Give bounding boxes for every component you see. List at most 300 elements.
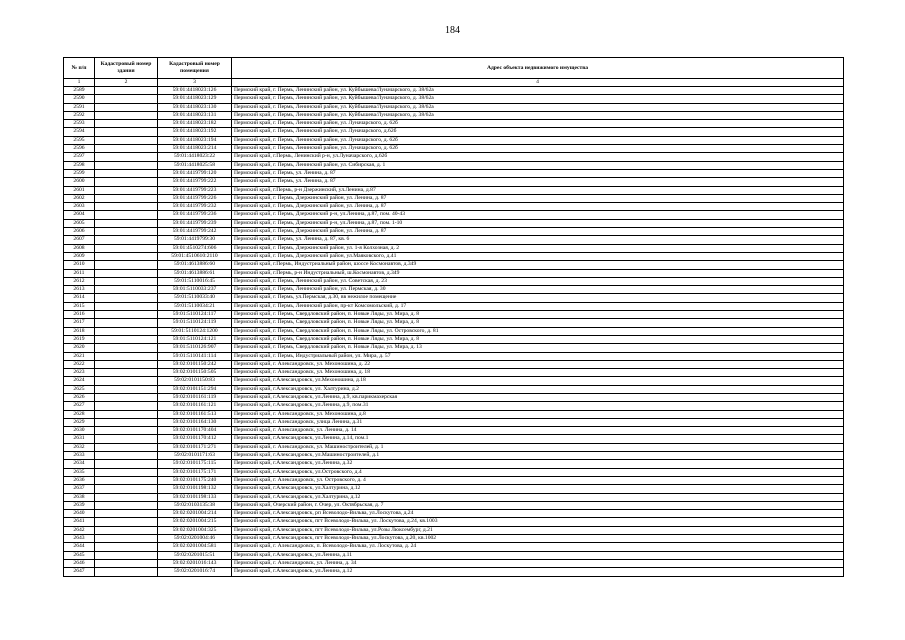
- object-address: Пермский край, г. Пермь, Ленинский район, ул. Куйбышева/Луначарского, д. 38/62а: [232, 87, 844, 95]
- room-cadastral-number: 59:02:0101171:271: [158, 443, 232, 451]
- row-number: 2645: [64, 551, 95, 559]
- row-number: 2604: [64, 211, 95, 219]
- table-row: [64, 252, 844, 260]
- header-address: Адрес объекта недвижимого имущества: [232, 58, 844, 79]
- building-cadastral-number: [95, 286, 158, 294]
- object-address: Пермский край, г. Пермь, Ленинский район, ул. Сибирская, д. 1: [232, 161, 844, 169]
- row-number: 2640: [64, 510, 95, 518]
- building-cadastral-number: [95, 211, 158, 219]
- object-address: Пермский край, г. Александровск, ул. Ленина, д. 14: [232, 427, 844, 435]
- table-row: [64, 568, 844, 576]
- table-row: [64, 128, 844, 136]
- building-cadastral-number: [95, 169, 158, 177]
- row-number: 2607: [64, 236, 95, 244]
- row-number: 2613: [64, 286, 95, 294]
- header-row: [64, 58, 844, 79]
- building-cadastral-number: [95, 269, 158, 277]
- room-cadastral-number: 59:01:4418023:130: [158, 103, 232, 111]
- room-cadastral-number: 59:02:0201004:215: [158, 518, 232, 526]
- building-cadastral-number: [95, 352, 158, 360]
- object-address: Пермский край, г.Пермь, Индустриальный район, шоссе Космонавтов, д.349: [232, 261, 844, 269]
- row-number: 2610: [64, 261, 95, 269]
- building-cadastral-number: [95, 327, 158, 335]
- object-address: Пермский край, г. Александровск, ул. Мехоношина, д. 18: [232, 369, 844, 377]
- object-address: Пермский край, г.Александровск, ул.Ленина, д.14, пом.1: [232, 435, 844, 443]
- row-number: 2594: [64, 128, 95, 136]
- object-address: Пермский край, г.Александровск, ул. Халтурина, д.2: [232, 385, 844, 393]
- room-cadastral-number: 59:01:4419799:226: [158, 194, 232, 202]
- row-number: 2616: [64, 311, 95, 319]
- building-cadastral-number: [95, 335, 158, 343]
- table-row: [64, 418, 844, 426]
- object-address: Пермский край, г.Александровск, пгт Всеволодо-Вильва, ул.Лоскутова, д.20, кв.1002: [232, 535, 844, 543]
- room-cadastral-number: 59:01:5110124:1200: [158, 327, 232, 335]
- row-number: 2635: [64, 468, 95, 476]
- building-cadastral-number: [95, 261, 158, 269]
- table-row: [64, 427, 844, 435]
- building-cadastral-number: [95, 95, 158, 103]
- object-address: Пермский край, г.Александровск, ул.Машиностроителей, д.1: [232, 452, 844, 460]
- object-address: Пермский край, г. Пермь, ул. Ленина, д. 87: [232, 178, 844, 186]
- room-cadastral-number: 59:02:0101150:83: [158, 377, 232, 385]
- table-row: [64, 169, 844, 177]
- object-address: Пермский край, г. Пермь, Дзержинский р-н, ул.Ленина, д.87, пом. 1-10: [232, 219, 844, 227]
- object-address: Пермский край, г. Пермь, Свердловский район, п. Новые Ляды, ул. Мира, д. 8: [232, 311, 844, 319]
- table-row: [64, 219, 844, 227]
- room-cadastral-number: 59:01:4418023:131: [158, 111, 232, 119]
- object-address: Пермский край, г.Александровск, ул.Ленина, д.12: [232, 568, 844, 576]
- room-cadastral-number: 59:01:4510610:2110: [158, 252, 232, 260]
- table-row: [64, 344, 844, 352]
- building-cadastral-number: [95, 518, 158, 526]
- page-number: 184: [445, 25, 460, 36]
- building-cadastral-number: [95, 111, 158, 119]
- object-address: Пермский край, г. Пермь, Дзержинский район, ул. 1-я Колхозная, д. 2: [232, 244, 844, 252]
- row-number: 2598: [64, 161, 95, 169]
- room-cadastral-number: 59:02:0101170:404: [158, 427, 232, 435]
- object-address: Пермский край, г. Пермь, Дзержинский район, ул.Маяковского, д.41: [232, 252, 844, 260]
- building-cadastral-number: [95, 551, 158, 559]
- building-cadastral-number: [95, 369, 158, 377]
- building-cadastral-number: [95, 385, 158, 393]
- table-row: [64, 452, 844, 460]
- table-row: [64, 559, 844, 567]
- building-cadastral-number: [95, 468, 158, 476]
- building-cadastral-number: [95, 161, 158, 169]
- building-cadastral-number: [95, 145, 158, 153]
- table-row: [64, 485, 844, 493]
- object-address: Пермский край, г. Пермь, Ленинский район, ул. Луначарского, д.62б: [232, 128, 844, 136]
- table-row: [64, 443, 844, 451]
- object-address: Пермский край, г. Александровск, ул. Ленина, д. 34: [232, 559, 844, 567]
- room-cadastral-number: 59:02:0201004:581: [158, 543, 232, 551]
- building-cadastral-number: [95, 344, 158, 352]
- room-cadastral-number: 59:02:0101161:119: [158, 393, 232, 401]
- table-row: [64, 460, 844, 468]
- room-cadastral-number: 59:01:4418023:194: [158, 136, 232, 144]
- object-address: Пермский край, г. Пермь, Свердловский район, п. Новые Ляды, ул. Мира, д. 8: [232, 319, 844, 327]
- object-address: Пермский край, г.Александровск, ул.Мехоношина, д.18: [232, 377, 844, 385]
- room-cadastral-number: 59:01:5110033:237: [158, 286, 232, 294]
- object-address: Пермский край, г. Александровск, ул. Мехоношина, д.8: [232, 410, 844, 418]
- building-cadastral-number: [95, 443, 158, 451]
- building-cadastral-number: [95, 485, 158, 493]
- row-number: 2627: [64, 402, 95, 410]
- table-body: [64, 87, 844, 577]
- row-number: 2629: [64, 418, 95, 426]
- row-number: 2614: [64, 294, 95, 302]
- row-number: 2597: [64, 153, 95, 161]
- object-address: Пермский край, г. Пермь, Ленинский район, ул. Пермская, д. 30: [232, 286, 844, 294]
- room-cadastral-number: 59:01:5110016:45: [158, 277, 232, 285]
- room-cadastral-number: 59:01:5110126:907: [158, 344, 232, 352]
- room-cadastral-number: 59:02:0101150:505: [158, 369, 232, 377]
- row-number: 2623: [64, 369, 95, 377]
- object-address: Пермский край, г.Александровск, ул.Ленина, д.11: [232, 551, 844, 559]
- room-cadastral-number: 59:02:0201004:325: [158, 526, 232, 534]
- row-number: 2592: [64, 111, 95, 119]
- row-number: 2628: [64, 410, 95, 418]
- table-row: [64, 352, 844, 360]
- room-cadastral-number: 59:02:0101175:240: [158, 476, 232, 484]
- row-number: 2634: [64, 460, 95, 468]
- row-number: 2615: [64, 302, 95, 310]
- room-cadastral-number: 59:02:0101161:513: [158, 410, 232, 418]
- building-cadastral-number: [95, 452, 158, 460]
- building-cadastral-number: [95, 252, 158, 260]
- object-address: Пермский край, г.Александровск, ул.Ленина, д.32: [232, 460, 844, 468]
- building-cadastral-number: [95, 87, 158, 95]
- row-number: 2609: [64, 252, 95, 260]
- room-cadastral-number: 59:02:0101198:132: [158, 485, 232, 493]
- table-row: [64, 468, 844, 476]
- building-cadastral-number: [95, 493, 158, 501]
- row-number: 2589: [64, 87, 95, 95]
- building-cadastral-number: [95, 219, 158, 227]
- table-row: [64, 286, 844, 294]
- table-row: [64, 319, 844, 327]
- object-address: Пермский край, г. Пермь, Ленинский район, ул. Куйбышева/Луначарского, д. 38/62а: [232, 95, 844, 103]
- room-cadastral-number: 59:01:4418023:126: [158, 87, 232, 95]
- row-number: 2591: [64, 103, 95, 111]
- building-cadastral-number: [95, 402, 158, 410]
- room-cadastral-number: 59:02:0201016:74: [158, 568, 232, 576]
- object-address: Пермский край, г. Пермь, Индустриальный район, ул. Мира, д. 57: [232, 352, 844, 360]
- object-address: Пермский край, г.Александровск, ул.Ленина, д.9, кв.парикмахерская: [232, 393, 844, 401]
- table-row: [64, 543, 844, 551]
- row-number: 2637: [64, 485, 95, 493]
- object-address: Пермский край, г.Александровск, ул.Островского, д.4: [232, 468, 844, 476]
- row-number: 2619: [64, 335, 95, 343]
- row-number: 2632: [64, 443, 95, 451]
- table-row: [64, 194, 844, 202]
- row-number: 2605: [64, 219, 95, 227]
- row-number: 2625: [64, 385, 95, 393]
- table-row: [64, 302, 844, 310]
- header-number: № п/п: [64, 58, 95, 79]
- row-number: 2603: [64, 203, 95, 211]
- room-cadastral-number: 59:02:0101171:63: [158, 452, 232, 460]
- building-cadastral-number: [95, 510, 158, 518]
- row-number: 2596: [64, 145, 95, 153]
- building-cadastral-number: [95, 186, 158, 194]
- table-row: [64, 526, 844, 534]
- room-cadastral-number: 59:02:0101198:133: [158, 493, 232, 501]
- table-row: [64, 335, 844, 343]
- room-cadastral-number: 59:01:4419799:120: [158, 169, 232, 177]
- object-address: Пермский край, г. Пермь, Дзержинский район, ул. Ленина, д. 87: [232, 203, 844, 211]
- row-number: 2646: [64, 559, 95, 567]
- room-cadastral-number: 59:02:0101175:171: [158, 468, 232, 476]
- table-row: [64, 377, 844, 385]
- room-cadastral-number: 59:01:4613886:60: [158, 261, 232, 269]
- table-row: [64, 153, 844, 161]
- room-cadastral-number: 59:01:4419799:30: [158, 236, 232, 244]
- table-row: [64, 111, 844, 119]
- building-cadastral-number: [95, 103, 158, 111]
- room-cadastral-number: 59:01:4418023:22: [158, 153, 232, 161]
- table-row: [64, 211, 844, 219]
- building-cadastral-number: [95, 543, 158, 551]
- room-cadastral-number: 59:01:5110033:40: [158, 294, 232, 302]
- building-cadastral-number: [95, 460, 158, 468]
- object-address: Пермский край, г. Александровск, п. Всеволодо-Вильва, ул. Лоскутова, д. 24: [232, 543, 844, 551]
- row-number: 2641: [64, 518, 95, 526]
- object-address: Пермский край, г.Александровск, рп Всеволодо-Вильва, ул.Лоскутова, д.24: [232, 510, 844, 518]
- table-row: [64, 103, 844, 111]
- room-cadastral-number: 59:01:4418023:129: [158, 95, 232, 103]
- building-cadastral-number: [95, 136, 158, 144]
- table-row: [64, 95, 844, 103]
- row-number: 2590: [64, 95, 95, 103]
- table-row: [64, 360, 844, 368]
- building-cadastral-number: [95, 319, 158, 327]
- row-number: 2618: [64, 327, 95, 335]
- row-number: 2599: [64, 169, 95, 177]
- room-cadastral-number: 59:01:4419799:236: [158, 211, 232, 219]
- building-cadastral-number: [95, 410, 158, 418]
- room-cadastral-number: 59:01:4613886:61: [158, 269, 232, 277]
- object-address: Пермский край, г. Пермь, Ленинский район, пр-кт Комсомольский, д. 17: [232, 302, 844, 310]
- table-row: [64, 369, 844, 377]
- table-row: [64, 535, 844, 543]
- property-register-table: [63, 57, 844, 577]
- table-row: [64, 203, 844, 211]
- building-cadastral-number: [95, 228, 158, 236]
- object-address: Пермский край, г.Александровск, ул.Ленина, д.9, пом.31: [232, 402, 844, 410]
- building-cadastral-number: [95, 377, 158, 385]
- object-address: Пермский край, г.Александровск, ул.Халтурина, д.12: [232, 485, 844, 493]
- row-number: 2647: [64, 568, 95, 576]
- column-number: 3: [158, 79, 232, 87]
- object-address: Пермский край, г.Пермь, р-н Дзержинский, ул.Ленина, д.87: [232, 186, 844, 194]
- header-building-cadastral: Кадастровый номер здания: [95, 58, 158, 79]
- building-cadastral-number: [95, 427, 158, 435]
- table-row: [64, 244, 844, 252]
- object-address: Пермский край, г. Александровск, ул. Машиностроителей, д. 1: [232, 443, 844, 451]
- row-number: 2643: [64, 535, 95, 543]
- table-row: [64, 136, 844, 144]
- table-row: [64, 510, 844, 518]
- room-cadastral-number: 59:01:4419799:232: [158, 203, 232, 211]
- building-cadastral-number: [95, 203, 158, 211]
- object-address: Пермский край, г.Александровск, пгт Всеволодо-Вильва, ул. Лоскутова, д.24, кв.1003: [232, 518, 844, 526]
- object-address: Пермский край, г.Александровск, ул.Халтурина, д.12: [232, 493, 844, 501]
- building-cadastral-number: [95, 244, 158, 252]
- room-cadastral-number: 59:02:0101150:242: [158, 360, 232, 368]
- room-cadastral-number: 59:01:5110034:21: [158, 302, 232, 310]
- column-number: 2: [95, 79, 158, 87]
- table-row: [64, 277, 844, 285]
- building-cadastral-number: [95, 178, 158, 186]
- table-row: [64, 145, 844, 153]
- room-cadastral-number: 59:02:0103135:38: [158, 501, 232, 509]
- table-row: [64, 501, 844, 509]
- building-cadastral-number: [95, 311, 158, 319]
- object-address: Пермский край, г. Пермь, Ленинский район, ул. Луначарского, д. 62б: [232, 120, 844, 128]
- table-row: [64, 161, 844, 169]
- room-cadastral-number: 59:01:4418023:182: [158, 120, 232, 128]
- building-cadastral-number: [95, 277, 158, 285]
- table-row: [64, 236, 844, 244]
- object-address: Пермский край, г. Пермь, Ленинский район, ул. Луначарского, д. 62б: [232, 145, 844, 153]
- table-row: [64, 269, 844, 277]
- object-address: Пермский край, г. Пермь, Дзержинский район, ул. Ленина, д. 87: [232, 194, 844, 202]
- object-address: Пермский край, г. Пермь, ул. Ленина, д. 87, кв. 6: [232, 236, 844, 244]
- building-cadastral-number: [95, 535, 158, 543]
- building-cadastral-number: [95, 360, 158, 368]
- table-row: [64, 493, 844, 501]
- column-number: 4: [232, 79, 844, 87]
- table-row: [64, 311, 844, 319]
- room-cadastral-number: 59:02:0101161:121: [158, 402, 232, 410]
- row-number: 2639: [64, 501, 95, 509]
- object-address: Пермский край, г. Александровск, улица Ленина, д.31: [232, 418, 844, 426]
- row-number: 2636: [64, 476, 95, 484]
- building-cadastral-number: [95, 418, 158, 426]
- row-number: 2633: [64, 452, 95, 460]
- building-cadastral-number: [95, 128, 158, 136]
- object-address: Пермский край, г. Пермь, Ленинский район, ул. Куйбышева/Луначарского, д. 38/62а: [232, 103, 844, 111]
- object-address: Пермский край, г.Александровск, пгт Всеволодо-Вильва, ул.Розы Люксембург, д.21: [232, 526, 844, 534]
- column-number: 1: [64, 79, 95, 87]
- room-cadastral-number: 59:02:0101170:412: [158, 435, 232, 443]
- row-number: 2644: [64, 543, 95, 551]
- row-number: 2624: [64, 377, 95, 385]
- table-row: [64, 410, 844, 418]
- table-row: [64, 178, 844, 186]
- object-address: Пермский край, г. Пермь, Ленинский район, ул. Куйбышева/Луначарского, д. 38/62а: [232, 111, 844, 119]
- object-address: Пермский край, Очерский район, г. Очер, ул. Октябрьская, д. 7: [232, 501, 844, 509]
- row-number: 2630: [64, 427, 95, 435]
- table-row: [64, 228, 844, 236]
- column-number-row: [64, 79, 844, 87]
- room-cadastral-number: 59:01:5110124:119: [158, 319, 232, 327]
- object-address: Пермский край, г. Пермь, Ленинский район, ул. Луначарского, д. 62б: [232, 136, 844, 144]
- row-number: 2600: [64, 178, 95, 186]
- object-address: Пермский край, г. Пермь, Ленинский район, ул. Советская, д. 23: [232, 277, 844, 285]
- row-number: 2611: [64, 269, 95, 277]
- object-address: Пермский край, г. Пермь, ул.Пермская, д.30, вв нежилое помещение: [232, 294, 844, 302]
- row-number: 2626: [64, 393, 95, 401]
- room-cadastral-number: 59:02:0201004:46: [158, 535, 232, 543]
- object-address: Пермский край, г. Пермь, Дзержинский район, ул. Ленина, д. 87: [232, 228, 844, 236]
- object-address: Пермский край, г. Пермь, Свердловский район, п. Новые Ляды, ул. Мира, д. 13: [232, 344, 844, 352]
- room-cadastral-number: 59:02:0101164:130: [158, 418, 232, 426]
- building-cadastral-number: [95, 435, 158, 443]
- object-address: Пермский край, г. Пермь, Дзержинский р-н, ул.Ленина, д.87, пом. 40-43: [232, 211, 844, 219]
- building-cadastral-number: [95, 476, 158, 484]
- building-cadastral-number: [95, 559, 158, 567]
- building-cadastral-number: [95, 294, 158, 302]
- table-row: [64, 294, 844, 302]
- table-row: [64, 393, 844, 401]
- table-row: [64, 385, 844, 393]
- building-cadastral-number: [95, 393, 158, 401]
- table-row: [64, 551, 844, 559]
- table-row: [64, 402, 844, 410]
- row-number: 2595: [64, 136, 95, 144]
- object-address: Пермский край, г. Александровск, ул. Мехоношина, д. 22: [232, 360, 844, 368]
- row-number: 2617: [64, 319, 95, 327]
- object-address: Пермский край, г.Пермь, р-н Индустриальный, ш.Космонавтов, д.349: [232, 269, 844, 277]
- row-number: 2622: [64, 360, 95, 368]
- building-cadastral-number: [95, 302, 158, 310]
- room-cadastral-number: 59:01:4419799:239: [158, 219, 232, 227]
- room-cadastral-number: 59:01:4418025:58: [158, 161, 232, 169]
- row-number: 2593: [64, 120, 95, 128]
- table-row: [64, 476, 844, 484]
- row-number: 2642: [64, 526, 95, 534]
- building-cadastral-number: [95, 236, 158, 244]
- row-number: 2601: [64, 186, 95, 194]
- table-row: [64, 435, 844, 443]
- row-number: 2608: [64, 244, 95, 252]
- object-address: Пермский край, г. Пермь, Свердловский район, п. Новые Ляды, ул. Островского, д. 81: [232, 327, 844, 335]
- row-number: 2612: [64, 277, 95, 285]
- object-address: Пермский край, г.Пермь, Ленинский р-н, ул.Луначарского, д.62б: [232, 153, 844, 161]
- row-number: 2638: [64, 493, 95, 501]
- room-cadastral-number: 59:02:0101151:294: [158, 385, 232, 393]
- object-address: Пермский край, г. Пермь, ул. Ленина, д. 87: [232, 169, 844, 177]
- building-cadastral-number: [95, 153, 158, 161]
- table-row: [64, 186, 844, 194]
- building-cadastral-number: [95, 526, 158, 534]
- table-row: [64, 87, 844, 95]
- row-number: 2631: [64, 435, 95, 443]
- table-row: [64, 261, 844, 269]
- building-cadastral-number: [95, 501, 158, 509]
- table-row: [64, 327, 844, 335]
- room-cadastral-number: 59:02:0101175:115: [158, 460, 232, 468]
- room-cadastral-number: 59:01:5110141:114: [158, 352, 232, 360]
- row-number: 2620: [64, 344, 95, 352]
- room-cadastral-number: 59:01:4419799:242: [158, 228, 232, 236]
- room-cadastral-number: 59:01:5110124:121: [158, 335, 232, 343]
- row-number: 2602: [64, 194, 95, 202]
- room-cadastral-number: 59:01:4510274:606: [158, 244, 232, 252]
- object-address: Пермский край, г. Александровск, ул. Островского, д. 4: [232, 476, 844, 484]
- room-cadastral-number: 59:02:0201004:214: [158, 510, 232, 518]
- room-cadastral-number: 59:01:4418023:192: [158, 128, 232, 136]
- object-address: Пермский край, г. Пермь, Свердловский район, п. Новые Ляды, ул. Мира, д. 8: [232, 335, 844, 343]
- row-number: 2621: [64, 352, 95, 360]
- building-cadastral-number: [95, 120, 158, 128]
- row-number: 2606: [64, 228, 95, 236]
- building-cadastral-number: [95, 194, 158, 202]
- room-cadastral-number: 59:01:4419799:223: [158, 186, 232, 194]
- room-cadastral-number: 59:01:4419799:222: [158, 178, 232, 186]
